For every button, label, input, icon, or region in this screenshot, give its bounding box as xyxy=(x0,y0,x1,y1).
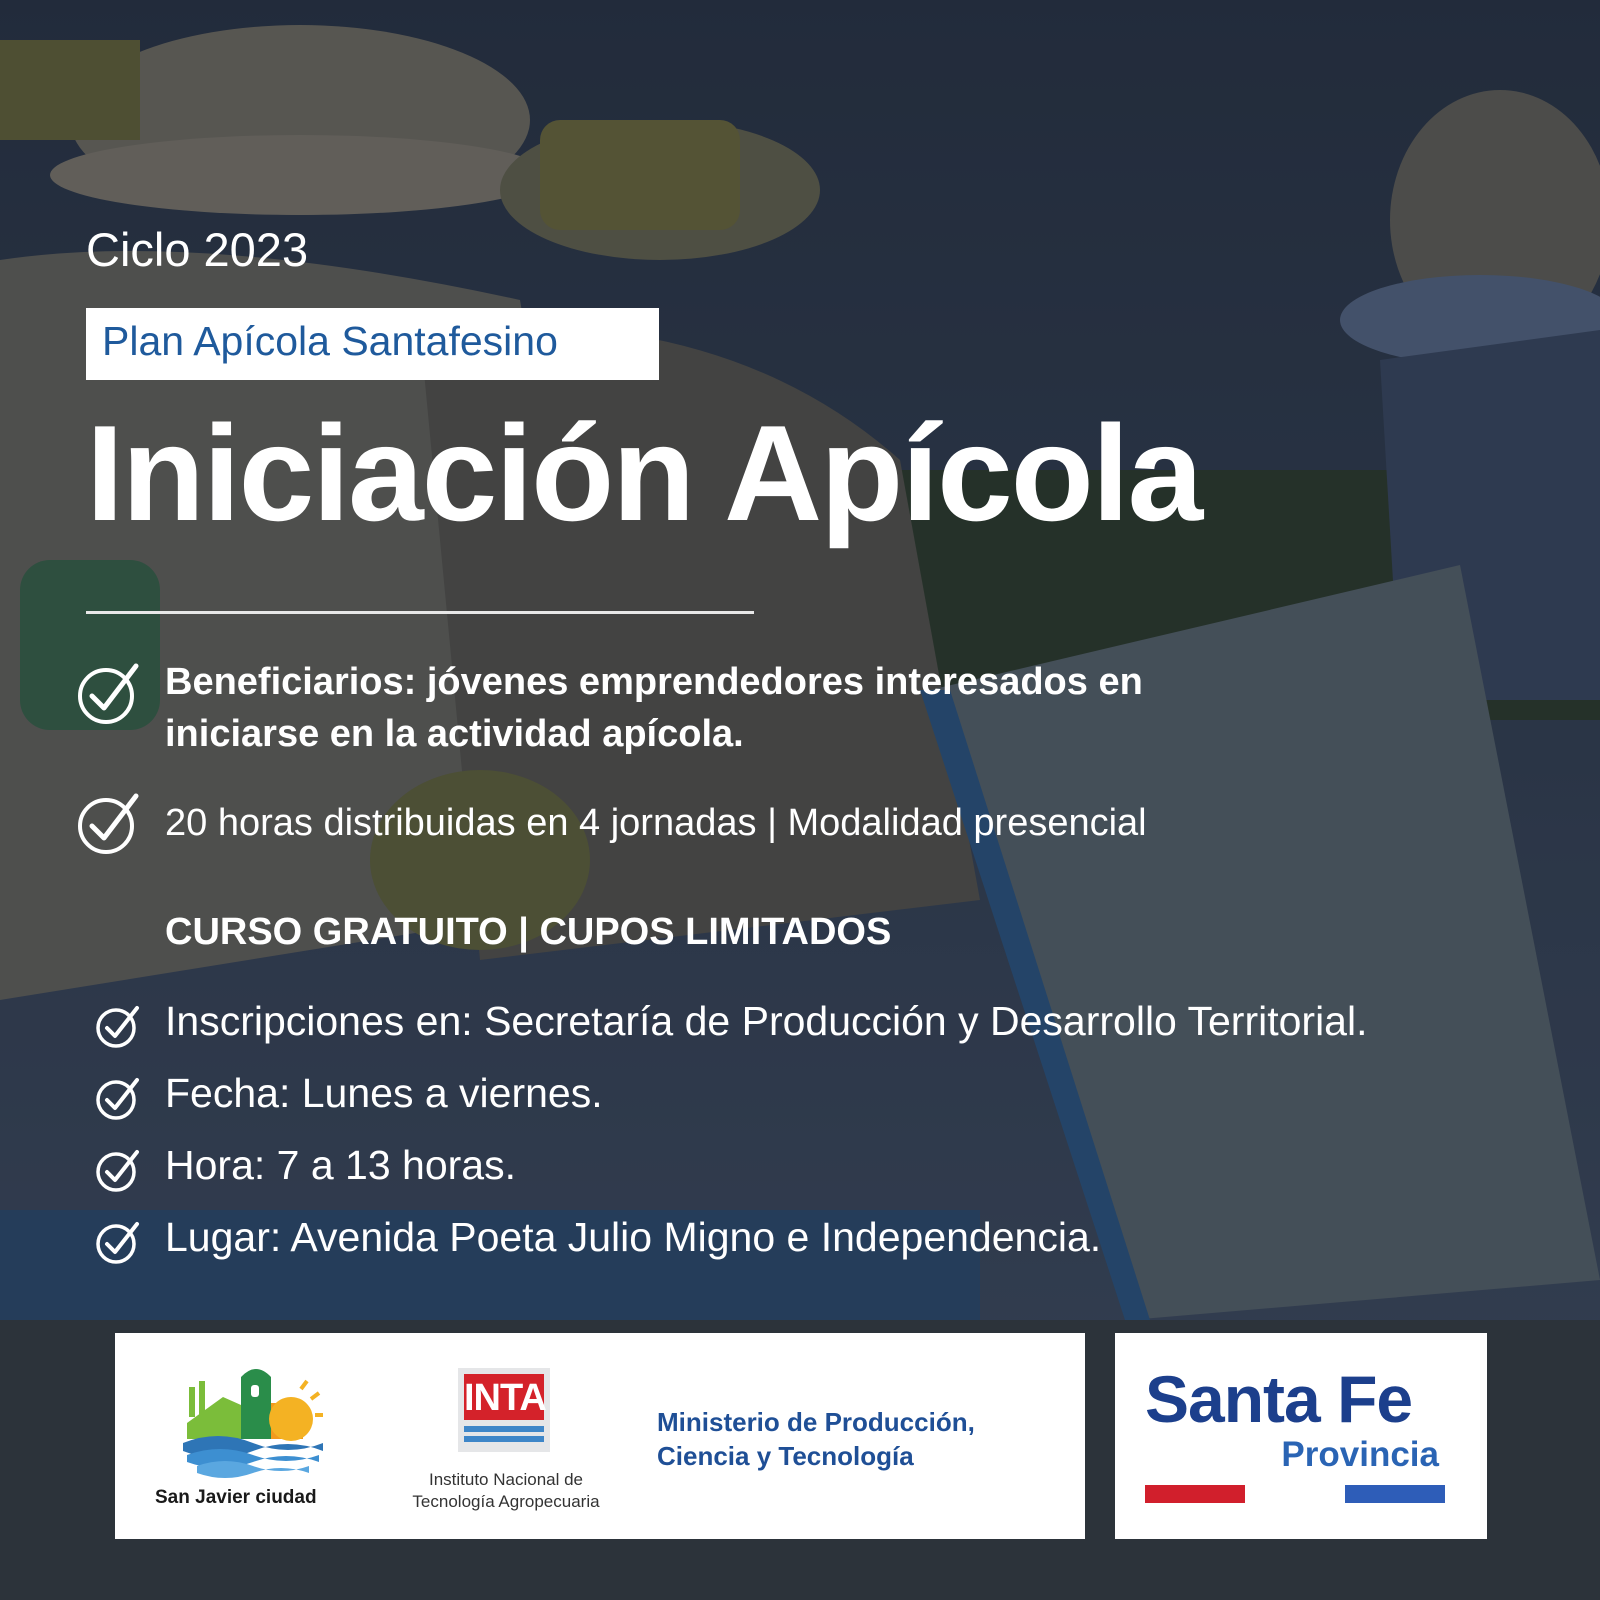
sponsor-logos-box xyxy=(115,1333,1085,1539)
check-icon xyxy=(94,1218,142,1266)
separator: | xyxy=(767,802,777,844)
inta-stripe xyxy=(464,1426,544,1432)
curso-banner: CURSO GRATUITO | CUPOS LIMITADOS xyxy=(165,911,892,953)
cycle-label: Ciclo 2023 xyxy=(86,223,309,276)
lugar-row xyxy=(165,1214,1101,1261)
fecha-value: Lunes a viernes. xyxy=(301,1070,603,1116)
inta-caption xyxy=(397,1469,615,1513)
check-circle-icon xyxy=(76,790,142,856)
ministerio-line2: Ciencia y Tecnología xyxy=(657,1441,914,1471)
hora-row xyxy=(165,1142,516,1189)
inta-stripe xyxy=(464,1436,544,1442)
inta-caption-line1: Instituto Nacional de xyxy=(428,1470,584,1489)
inta-logo xyxy=(458,1368,550,1452)
modalidad-value: Modalidad presencial xyxy=(787,802,1147,844)
plan-badge xyxy=(86,308,659,380)
flag-blue-bar xyxy=(1345,1485,1445,1503)
check-circle-icon xyxy=(76,660,142,726)
ministerio-line1: Ministerio de Producción, xyxy=(657,1407,975,1437)
plan-badge-text: Plan Apícola Santafesino xyxy=(102,318,558,364)
inscripciones-label: Inscripciones en: xyxy=(165,998,473,1044)
inta-mark: INTA xyxy=(464,1374,544,1420)
horas-value: 20 horas distribuidas en 4 jornadas xyxy=(165,802,757,844)
fecha-label: Fecha: xyxy=(165,1070,291,1116)
fecha-row xyxy=(165,1070,603,1117)
inscripciones-row xyxy=(165,998,1367,1045)
san-javier-label: San Javier ciudad xyxy=(155,1487,317,1508)
check-icon xyxy=(94,1002,142,1050)
lugar-value: Avenida Poeta Julio Migno e Independencia. xyxy=(290,1214,1102,1260)
flag-red-bar xyxy=(1145,1485,1245,1503)
hora-value: 7 a 13 horas. xyxy=(276,1142,517,1188)
beneficiarios-line2: iniciarse en la actividad apícola. xyxy=(165,713,744,755)
horas-text xyxy=(165,797,1147,849)
beneficiarios-line1: Beneficiarios: jóvenes emprendedores interesados en xyxy=(165,661,1143,703)
divider xyxy=(86,611,754,614)
beneficiarios-text xyxy=(165,656,1143,760)
santa-fe-title: Santa Fe xyxy=(1145,1362,1413,1436)
ministerio-label xyxy=(657,1405,975,1473)
san-javier-logo xyxy=(183,1363,323,1481)
check-icon xyxy=(94,1146,142,1194)
santa-fe-logo-box xyxy=(1115,1333,1487,1539)
inscripciones-value: Secretaría de Producción y Desarrollo Territorial. xyxy=(484,998,1368,1044)
check-icon xyxy=(94,1074,142,1122)
hora-label: Hora: xyxy=(165,1142,266,1188)
lugar-label: Lugar: xyxy=(165,1214,282,1260)
page-title: Iniciación Apícola xyxy=(86,397,1202,549)
inta-caption-line2: Tecnología Agropecuaria xyxy=(412,1492,600,1511)
provincia-label: Provincia xyxy=(1281,1435,1439,1474)
